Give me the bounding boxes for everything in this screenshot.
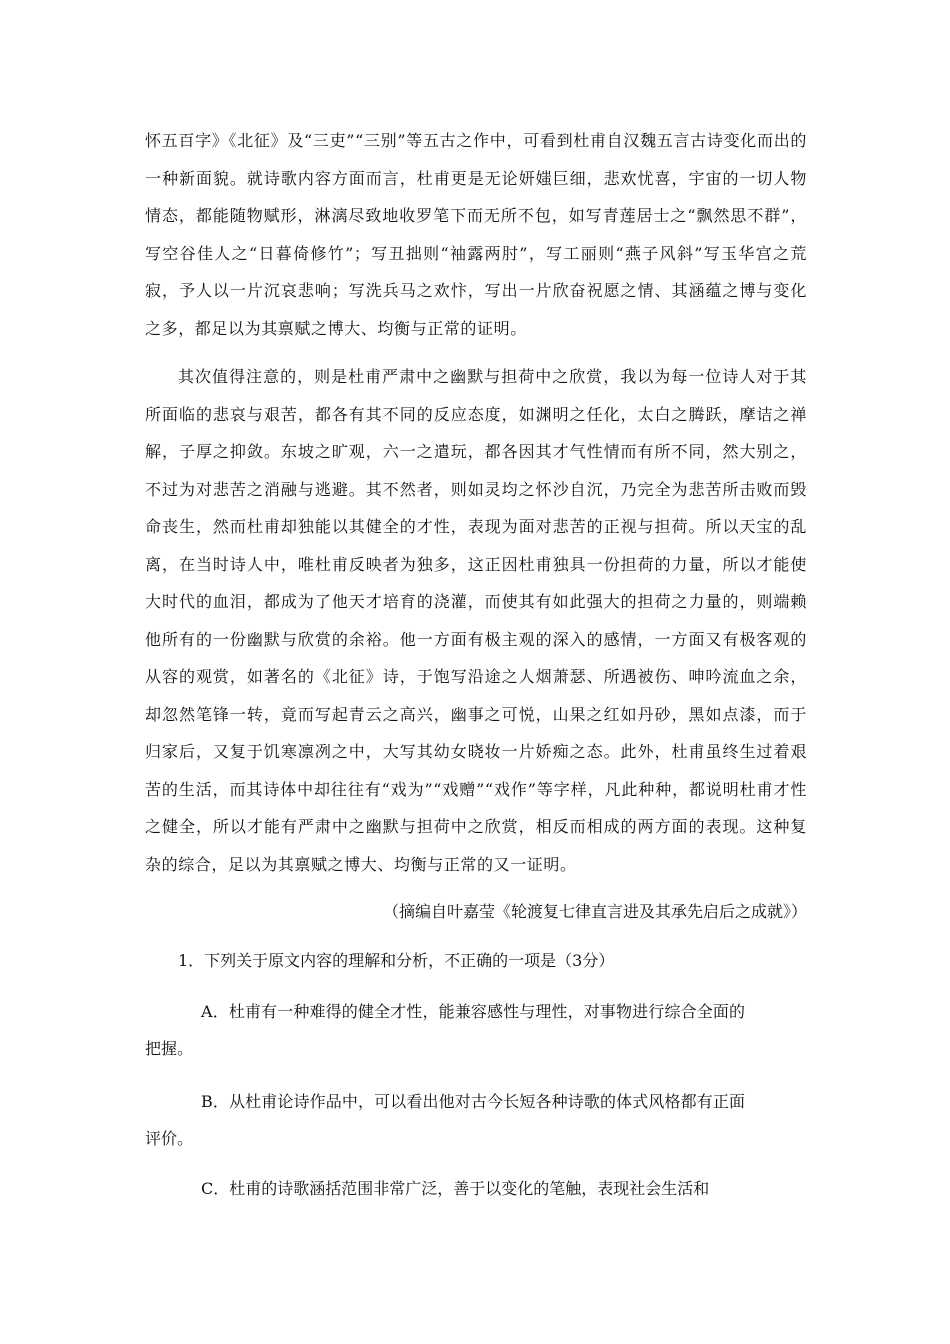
question-option-a: A．杜甫有一种难得的健全才性，能兼容感性与理性，对事物进行综合全面的把握。 bbox=[145, 1002, 745, 1058]
passage-paragraph: 其次值得注意的，则是杜甫严肃中之幽默与担荷中之欣赏，我以为每一位诗人对于其所面临的悲哀与艰苦，都各有其不同的反应态度，如渊明之任化，太白之腾跃，摩诘之禅解，子厚之抑敛。东坡之旷观，六一之遣玩，都各因其才气性情而有所不同，然大别之，不过为对悲苦之消融与逃避。其不然者，则如灵均之怀沙自沉，乃完全为悲苦所击败而毁命丧生，然而杜甫却独能以其健全的才性，表现为面对悲苦的正视与担荷。所以天宝的乱离，在当时诗人中，唯杜甫反映者为独多，这正因杜甫独具一份担荷的力量，所以才能使大时代的血泪，都成为了他天才培育的浇灌，而使其有如此强大的担荷之力量的，则端赖他所有的一份幽默与欣赏的余裕。他一方面有极主观的深入的感情，一方面又有极客观的从容的观赏，如著名的《北征》诗，于饱写沿途之人烟萧瑟、所遇被伤、呻吟流血之余，却忽然笔锋一转，竟而写起青云之高兴，幽事之可悦，山果之红如丹砂，黑如点漆，而于归家后，又复于饥寒凛冽之中，大写其幼女晓妆一片娇痴之态。此外，杜甫虽终生过着艰苦的生活，而其诗体中却往往有“戏为”“戏赠”“戏作”等字样，凡此种种，都说明杜甫才性之健全，所以才能有严肃中之幽默与担荷中之欣赏，相反而相成的两方面的表现。这种复杂的综合，足以为其禀赋之博大、均衡与正常的又一证明。 bbox=[145, 367, 807, 874]
passage-source-citation: （摘编自叶嘉莹《轮渡复七律直言进及其承先启后之成就》） bbox=[382, 902, 807, 921]
passage-paragraph: 怀五百字》《北征》及“三吏”“三别”等五古之作中，可看到杜甫自汉魏五言古诗变化而出的一种新面貌。就诗歌内容方面而言，杜甫更是无论妍媸巨细，悲欢忧喜，宇宙的一切人物情态，都能随物赋形，淋漓尽致地收罗笔下而无所不包，如写青莲居士之“飘然思不群”，写空谷佳人之“日暮倚修竹”；写丑拙则“袖露两肘”，写工丽则“燕子风斜”写玉华宫之荒寂，予人以一片沉哀悲响；写洗兵马之欢忭，写出一片欣奋祝愿之情、其涵蕴之博与变化之多，都足以为其禀赋之博大、均衡与正常的证明。 bbox=[145, 131, 807, 338]
question-stem: 1．下列关于原文内容的理解和分析，不正确的一项是（3分） bbox=[178, 951, 615, 970]
question-option-c: C．杜甫的诗歌涵括范围非常广泛，善于以变化的笔触，表现社会生活和 bbox=[201, 1179, 710, 1198]
question-option-b: B．从杜甫论诗作品中，可以看出他对古今长短各种诗歌的体式风格都有正面评价。 bbox=[145, 1092, 745, 1148]
